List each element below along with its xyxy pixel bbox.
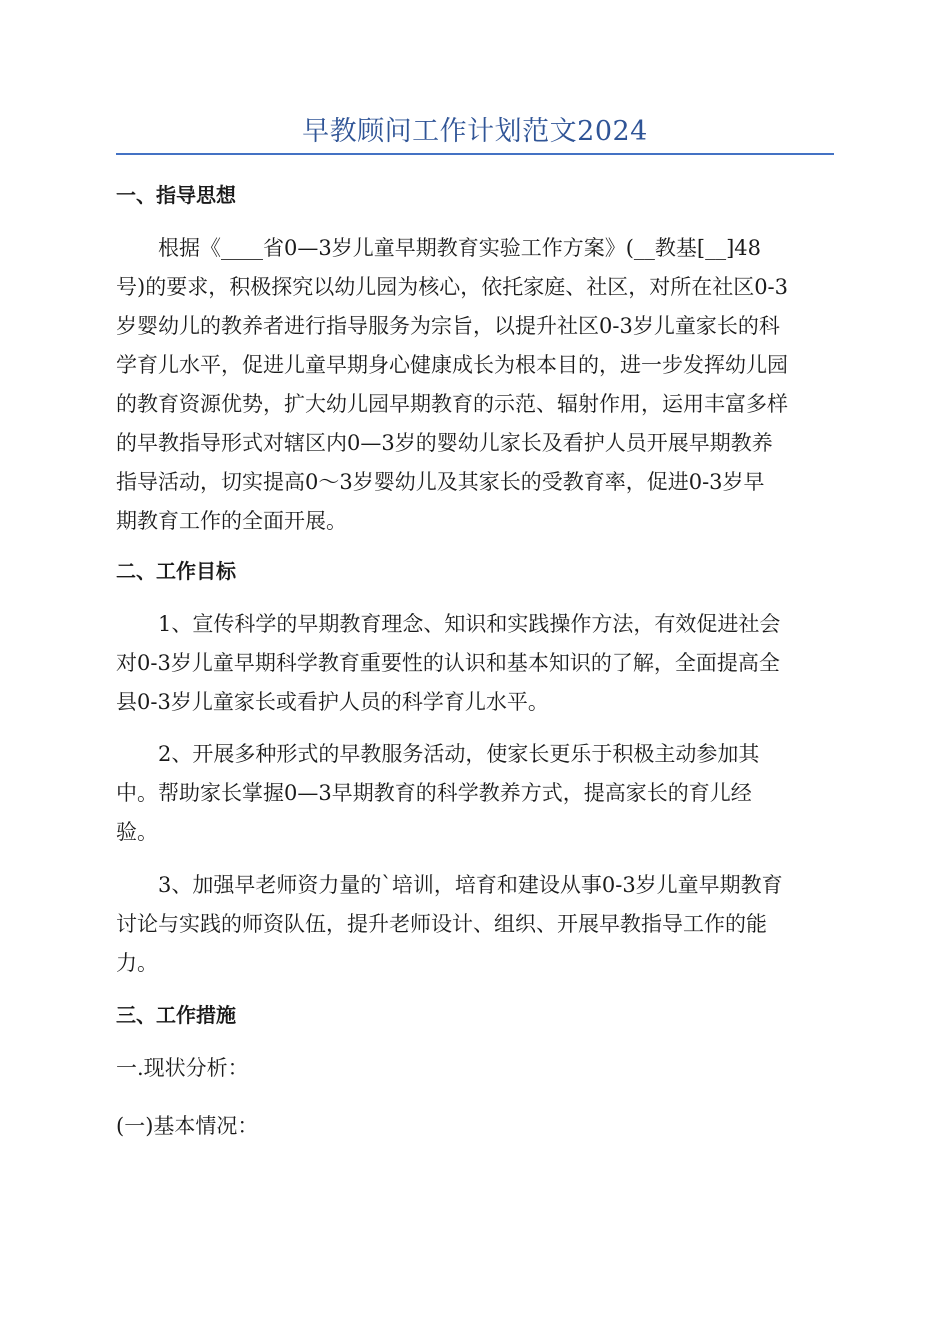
document-title: 早教顾问工作计划范文2024 xyxy=(302,116,648,147)
goal-paragraph-2 xyxy=(116,735,834,852)
paragraph-line: 2、开展多种形式的早教服务活动，使家长更乐于积极主动参加其 xyxy=(158,742,760,766)
goal-paragraph-1 xyxy=(116,605,834,722)
subheading-basic-situation: (一)基本情况： xyxy=(116,1114,259,1138)
paragraph-line: 指导活动，切实提高0～3岁婴幼儿及其家长的受教育率，促进0-3岁早 xyxy=(116,470,765,494)
goal-paragraph-3 xyxy=(116,866,834,983)
paragraph-line: 号)的要求，积极探究以幼儿园为核心，依托家庭、社区，对所在社区0-3 xyxy=(116,275,789,299)
paragraph-line: 县0-3岁儿童家长或看护人员的科学育儿水平。 xyxy=(116,690,549,714)
paragraph-line: 学育儿水平，促进儿童早期身心健康成长为根本目的，进一步发挥幼儿园 xyxy=(116,353,788,377)
paragraph-line: 对0-3岁儿童早期科学教育重要性的认识和基本知识的了解，全面提高全 xyxy=(116,651,780,675)
section-heading-guiding-ideology: 一、指导思想 xyxy=(116,183,236,207)
subheading-status-analysis: 一.现状分析： xyxy=(116,1056,249,1080)
section-paragraph-guiding-ideology xyxy=(116,229,834,541)
title-underline xyxy=(116,153,834,155)
paragraph-line: 验。 xyxy=(116,820,158,844)
paragraph-line: 岁婴幼儿的教养者进行指导服务为宗旨，以提升社区0-3岁儿童家长的科 xyxy=(116,314,780,338)
paragraph-line: 1、宣传科学的早期教育理念、知识和实践操作方法，有效促进社会 xyxy=(158,612,781,636)
paragraph-line: 的教育资源优势，扩大幼儿园早期教育的示范、辐射作用，运用丰富多样 xyxy=(116,392,788,416)
paragraph-line: 中。帮助家长掌握0—3早期教育的科学教养方式，提高家长的育儿经 xyxy=(116,781,752,805)
paragraph-line: 3、加强早老师资力量的`培训，培育和建设从事0-3岁儿童早期教育 xyxy=(158,873,783,897)
paragraph-line: 根据《____省0—3岁儿童早期教育实验工作方案》(__教基[__]48 xyxy=(158,236,762,260)
paragraph-line: 力。 xyxy=(116,951,158,975)
paragraph-line: 的早教指导形式对辖区内0—3岁的婴幼儿家长及看护人员开展早期教养 xyxy=(116,431,773,455)
paragraph-line: 讨论与实践的师资队伍，提升老师设计、组织、开展早教指导工作的能 xyxy=(116,912,767,936)
paragraph-line: 期教育工作的全面开展。 xyxy=(116,509,347,533)
section-heading-work-measures: 三、工作措施 xyxy=(116,1003,236,1027)
section-heading-work-goals: 二、工作目标 xyxy=(116,559,236,583)
